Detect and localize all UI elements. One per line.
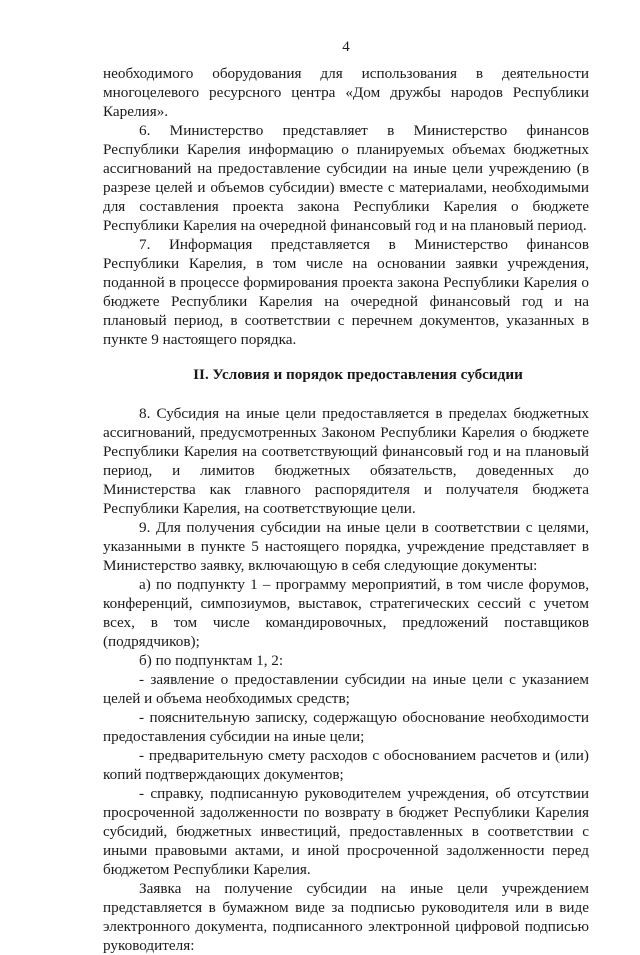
list-item-explanatory-note: - пояснительную записку, содержащую обоснование необходимости предоставления субсидии на иные цели; — [103, 709, 589, 745]
paragraph-9-b: б) по подпунктам 1, 2: — [139, 652, 284, 669]
list-item-certificate: - справку, подписанную руководителем учреждения, об отсутствии просроченной задолженности по возврату в бюджет Республики Карелия субсидий, бюджетных инвестиций, предоставленных в соответствии с иными правовыми актами, и иной просроченной задолженности перед бюджетом Республики Карелия. — [103, 785, 589, 878]
list-item-application: - заявление о предоставлении субсидии на иные цели с указанием целей и объема необходимых средств; — [103, 671, 589, 707]
paragraph-6: 6. Министерство представляет в Министерство финансов Республики Карелия информацию о планируемых объемах бюджетных ассигнований на предоставление субсидии на иные цели учреждению (в разрезе целей и объемов субсидии) вместе с материалами, необходимыми для составления проекта закона Республики Карелия о бюджете Республики Карелия на очередной финансовый год и на плановый период. — [103, 122, 589, 234]
list-item-cost-estimate: - предварительную смету расходов с обоснованием расчетов и (или) копий подтверждающих документов; — [103, 747, 589, 783]
paragraph-9: 9. Для получения субсидии на иные цели в соответствии с целями, указанными в пункте 5 настоящего порядка, учреждение представляет в Министерство заявку, включающую в себя следующие документы: — [103, 519, 589, 574]
paragraph-continuation: необходимого оборудования для использования в деятельности многоцелевого ресурсного центра «Дом дружбы народов Республики Карелия». — [103, 65, 589, 120]
paragraph-9-a: а) по подпункту 1 – программу мероприятий, в том числе форумов, конференций, симпозиумов, выставок, стратегических сессий с учетом всех, в том числе командировочных, предложений поставщиков (подрядчиков); — [103, 576, 589, 650]
paragraph-8: 8. Субсидия на иные цели предоставляется в пределах бюджетных ассигнований, предусмотренных Законом Республики Карелия о бюджете Республики Карелия на соответствующий финансовый год и на плановый период, и лимитов бюджетных обязательств, доведенных до Министерства как главного распорядителя и получателя бюджета Республики Карелия, на соответствующие цели. — [103, 405, 589, 517]
document-page — [103, 0, 589, 954]
paragraph-application-form: Заявка на получение субсидии на иные цели учреждением представляется в бумажном виде за подписью руководителя или в виде электронного документа, подписанного электронной цифровой подписью руководителя: — [103, 880, 589, 954]
document-body — [103, 64, 589, 955]
section-heading: II. Условия и порядок предоставления субсидии — [193, 366, 523, 383]
page-number: 4 — [342, 39, 350, 55]
paragraph-7: 7. Информация представляется в Министерство финансов Республики Карелия, в том числе на основании заявки учреждения, поданной в процессе формирования проекта закона Республики Карелия о бюджете Республики Карелия на очередной финансовый год и на плановый период, в соответствии с перечнем документов, указанных в пункте 9 настоящего порядка. — [103, 236, 589, 348]
